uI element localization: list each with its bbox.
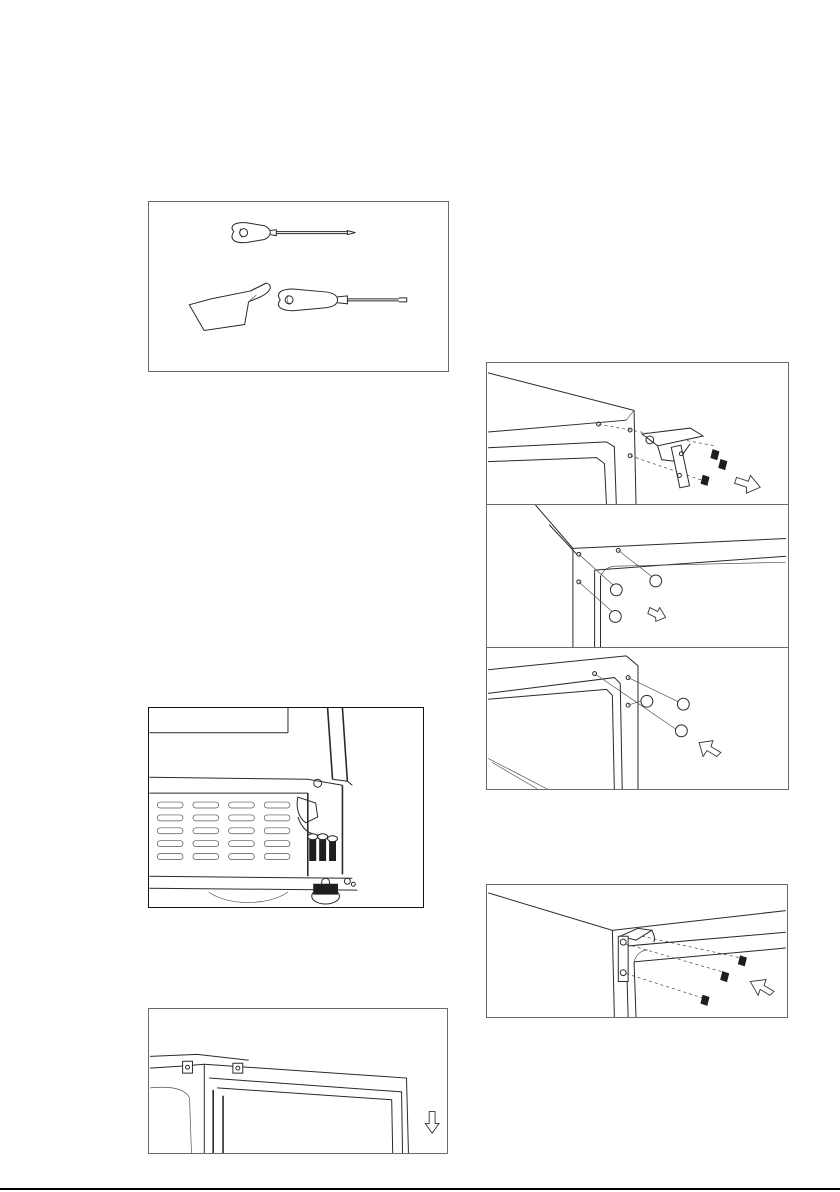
hole-covers-insert-figure [486, 647, 789, 790]
top-hinge-removal-figure [486, 362, 789, 505]
hinge-reinstall-illustration [487, 885, 787, 1017]
hole-cover-icon [641, 695, 689, 736]
hinge-icon [642, 428, 703, 488]
hinge-icon [297, 779, 342, 876]
hole-covers-remove-figure [486, 504, 789, 648]
hole-covers-insert-illustration [487, 648, 788, 789]
tools-figure [148, 201, 449, 372]
arrow-icon [750, 980, 774, 996]
arrow-icon [699, 741, 721, 757]
arrow-icon [648, 608, 666, 622]
arrow-icon [735, 475, 761, 493]
hinge-reinstall-figure [486, 884, 788, 1018]
hinge-bracket-illustration [149, 708, 423, 907]
flat-screwdriver-icon [278, 289, 406, 311]
footer-rule [0, 1188, 840, 1190]
screw-icon [308, 834, 338, 861]
hinge-icon [183, 1061, 243, 1073]
door-removal-figure [148, 1008, 448, 1154]
hinge-bracket-figure [148, 707, 424, 908]
door-removal-illustration [149, 1009, 447, 1153]
screw-icon [701, 450, 727, 485]
top-hinge-removal-illustration [487, 363, 788, 504]
hole-covers-remove-illustration [487, 505, 788, 647]
foot-icon [209, 878, 340, 904]
arrow-down-icon [425, 1112, 439, 1134]
screw-icon [701, 956, 746, 1005]
vent-slots [157, 802, 290, 859]
putty-knife-icon [189, 283, 270, 330]
phillips-screwdriver-icon [232, 223, 355, 243]
tools-illustration [149, 202, 448, 371]
hinge-icon [618, 928, 654, 981]
